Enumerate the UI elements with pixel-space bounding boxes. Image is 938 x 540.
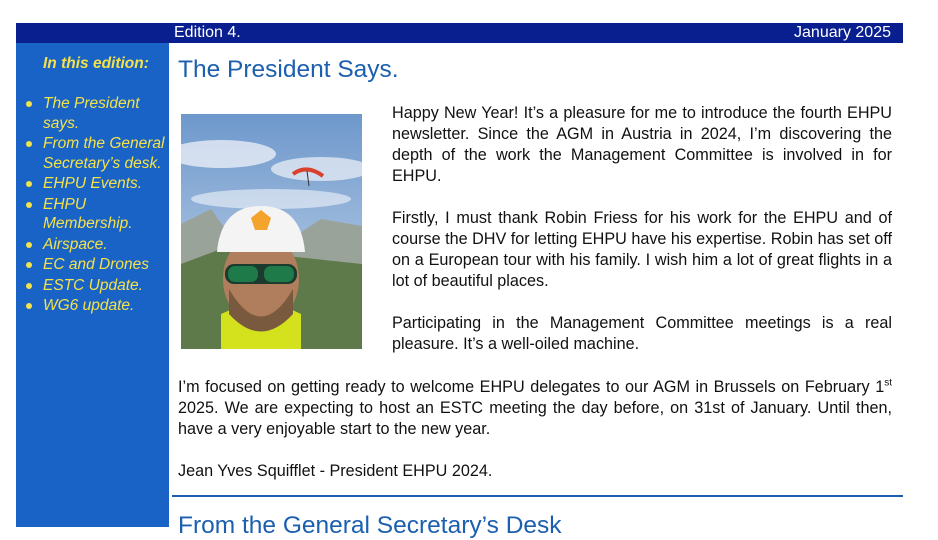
agm-text-end: 2025. We are expecting to host an ESTC meeting the day before, on 31st of January. Until then, have a very enjoyable start to the new year.	[178, 399, 892, 438]
president-photo	[181, 114, 362, 349]
contents-item-airspace[interactable]: Airspace.	[25, 235, 169, 255]
contents-item-membership[interactable]: EHPU Membership.	[25, 195, 169, 234]
contents-item-events[interactable]: EHPU Events.	[25, 174, 169, 194]
paragraph-committee: Participating in the Management Committee meetings is a real pleasure. It’s a well-oiled machine.	[392, 314, 892, 353]
section-title: The President Says.	[178, 56, 399, 83]
signature: Jean Yves Squifflet - President EHPU 2024.	[178, 462, 493, 480]
paragraph-intro: Happy New Year! It’s a pleasure for me to introduce the fourth EHPU newsletter. Since the AGM in Austria in 2024, I’m discovering the depth of the work the Management Committee is involved in for EHPU.	[392, 104, 892, 185]
contents-item-ec-drones[interactable]: EC and Drones	[25, 255, 169, 275]
contents-item-estc[interactable]: ESTC Update.	[25, 276, 169, 296]
photo-illustration	[181, 114, 362, 349]
sidebar	[16, 43, 169, 527]
sidebar-heading: In this edition:	[43, 55, 149, 72]
contents-list	[25, 94, 169, 317]
contents-item-president[interactable]: The President says.	[25, 94, 169, 133]
header-bar	[16, 23, 903, 43]
edition-label: Edition 4.	[174, 24, 241, 41]
next-section-title: From the General Secretary’s Desk	[178, 512, 562, 539]
ordinal-suffix: st	[884, 377, 892, 389]
agm-text-start: I’m focused on getting ready to welcome EHPU delegates to our AGM in Brussels on February 1	[178, 378, 885, 396]
paragraph-thanks: Firstly, I must thank Robin Friess for his work for the EHPU and of course the DHV for letting EHPU have his expertise. Robin has set off on a European tour with his family. I wish him a lot of great flights in a lot of beautiful places.	[392, 209, 892, 290]
paragraph-agm	[178, 377, 892, 440]
contents-item-general-secretary[interactable]: From the General Secretary’s desk.	[25, 134, 169, 173]
edition-date: January 2025	[794, 24, 891, 41]
section-divider	[172, 495, 903, 497]
contents-item-wg6[interactable]: WG6 update.	[25, 296, 169, 316]
